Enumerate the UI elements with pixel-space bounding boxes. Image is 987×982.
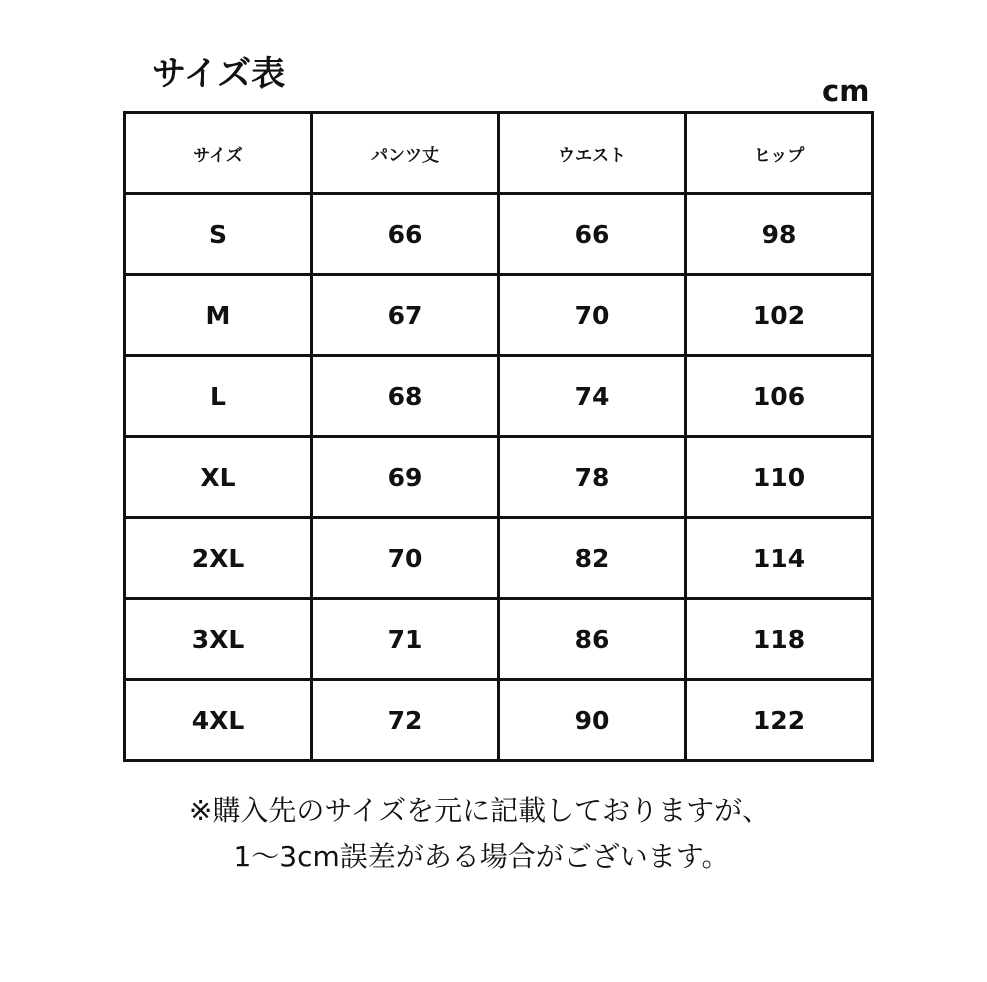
disclaimer-line-1: ※購入先のサイズを元に記載しておりますが、: [188, 794, 771, 827]
table-cell-size: 3XL: [125, 599, 312, 680]
table-cell-size: S: [125, 194, 312, 275]
table-cell-pants-length: 66: [312, 194, 499, 275]
table-cell-waist: 90: [499, 680, 686, 761]
table-cell-size: 2XL: [125, 518, 312, 599]
table-cell-pants-length: 69: [312, 437, 499, 518]
table-cell-hip: 114: [686, 518, 873, 599]
table-cell-waist: 78: [499, 437, 686, 518]
unit-label: cm: [822, 74, 870, 108]
table-cell-waist: 74: [499, 356, 686, 437]
disclaimer-line-2: 1〜3cm誤差がある場合がございます。: [233, 840, 730, 873]
table-cell-waist: 82: [499, 518, 686, 599]
table-row: [125, 356, 873, 437]
table-cell-pants-length: 71: [312, 599, 499, 680]
table-cell-hip: 98: [686, 194, 873, 275]
table-cell-size: M: [125, 275, 312, 356]
table-cell-pants-length: 72: [312, 680, 499, 761]
table-cell-pants-length: 70: [312, 518, 499, 599]
table-cell-size: XL: [125, 437, 312, 518]
page-title: サイズ表: [152, 54, 286, 94]
table-cell-hip: 110: [686, 437, 873, 518]
column-header-hip: ヒップ: [686, 113, 873, 194]
table-cell-waist: 66: [499, 194, 686, 275]
table-row: [125, 194, 873, 275]
table-cell-hip: 106: [686, 356, 873, 437]
table-cell-pants-length: 68: [312, 356, 499, 437]
column-header-waist: ウエスト: [499, 113, 686, 194]
table-cell-waist: 70: [499, 275, 686, 356]
table-header-row: [125, 113, 873, 194]
table-row: [125, 275, 873, 356]
table-cell-size: L: [125, 356, 312, 437]
table-cell-hip: 102: [686, 275, 873, 356]
table-cell-hip: 122: [686, 680, 873, 761]
column-header-size: サイズ: [125, 113, 312, 194]
table-cell-hip: 118: [686, 599, 873, 680]
table-row: [125, 599, 873, 680]
table-row: [125, 680, 873, 761]
table-cell-pants-length: 67: [312, 275, 499, 356]
size-table: [123, 111, 874, 762]
table-row: [125, 437, 873, 518]
table-cell-waist: 86: [499, 599, 686, 680]
table-row: [125, 518, 873, 599]
table-cell-size: 4XL: [125, 680, 312, 761]
column-header-pants-length: パンツ丈: [312, 113, 499, 194]
